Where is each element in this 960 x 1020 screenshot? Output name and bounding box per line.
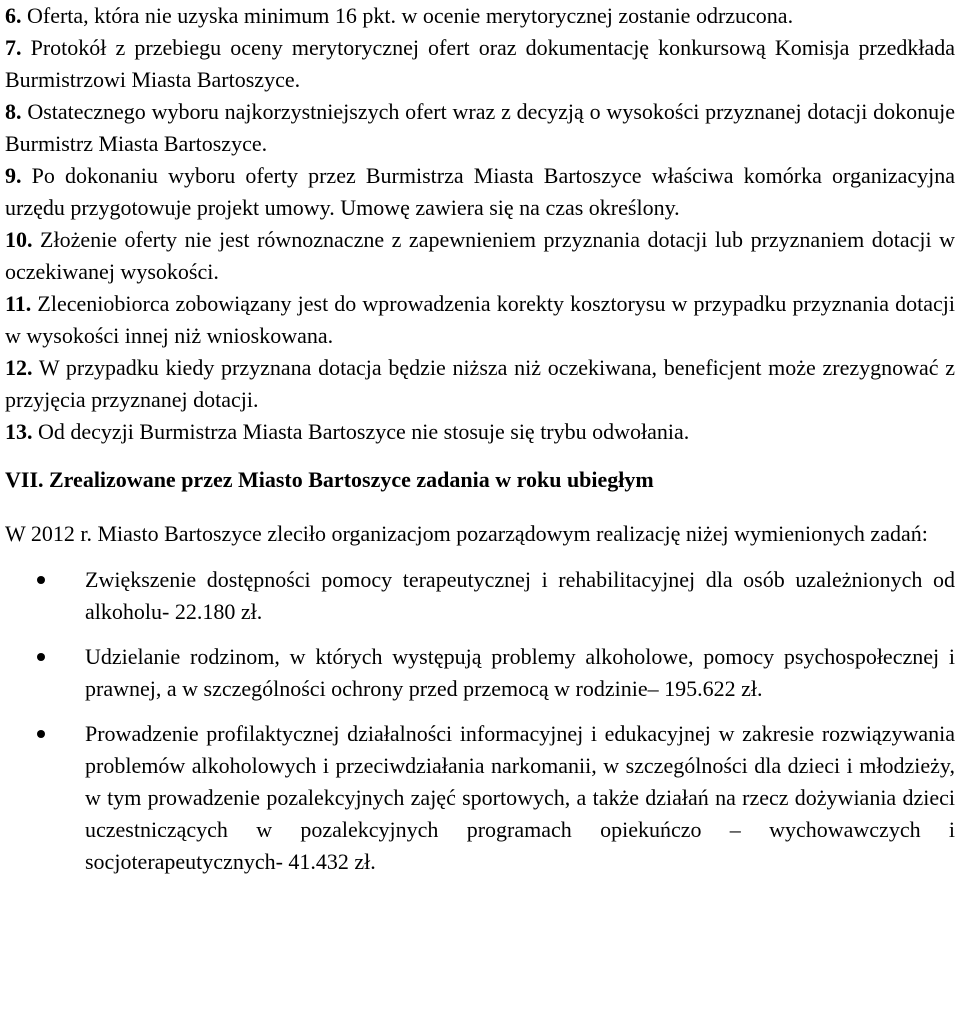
list-item — [5, 564, 955, 628]
item-10 — [5, 224, 955, 288]
item-text: W przypadku kiedy przyznana dotacja będzie niższa niż oczekiwana, beneficjent może zrezygnować z przyjęcia przyznanej dotacji. — [5, 355, 955, 412]
item-12 — [5, 352, 955, 416]
item-7 — [5, 32, 955, 96]
bullet-icon — [37, 730, 45, 738]
task-text: Udzielanie rodzinom, w których występują problemy alkoholowe, pomocy psychospołecznej i prawnej, a w szczególności ochrony przed przemocą w rodzinie– 195.622 zł. — [85, 644, 955, 701]
item-number: 13. — [5, 419, 33, 444]
item-9 — [5, 160, 955, 224]
task-text: Prowadzenie profilaktycznej działalności informacyjnej i edukacyjnej w zakresie rozwiązywania problemów alkoholowych i przeciwdziałania narkomanii, w szczególności dla dzieci i młodzieży, w tym prowadzenie pozalekcyjnych zajęć sportowych, a także działań na rzecz dożywiania dzieci uczestniczących w pozalekcyjnych programach opiekuńczo – wychowawczych i socjoterapeutycznych- 41.432 zł. — [85, 721, 955, 874]
bullet-icon — [37, 653, 45, 661]
item-8 — [5, 96, 955, 160]
item-text: Złożenie oferty nie jest równoznaczne z zapewnieniem przyznania dotacji lub przyznaniem dotacji w oczekiwanej wysokości. — [5, 227, 955, 284]
section-intro: W 2012 r. Miasto Bartoszyce zleciło organizacjom pozarządowym realizację niżej wymienionych zadań: — [5, 521, 928, 546]
item-6 — [5, 0, 955, 32]
item-text: Zleceniobiorca zobowiązany jest do wprowadzenia korekty kosztorysu w przypadku przyznania dotacji w wysokości innej niż wnioskowana. — [5, 291, 956, 348]
item-text: Po dokonaniu wyboru oferty przez Burmistrza Miasta Bartoszyce właściwa komórka organizacyjna urzędu przygotowuje projekt umowy. Umowę zawiera się na czas określony. — [5, 163, 956, 220]
item-number: 12. — [5, 355, 33, 380]
item-number: 8. — [5, 99, 22, 124]
item-text: Ostatecznego wyboru najkorzystniejszych ofert wraz z decyzją o wysokości przyznanej dotacji dokonuje Burmistrz Miasta Bartoszyce. — [5, 99, 955, 156]
item-number: 9. — [5, 163, 22, 188]
item-number: 11. — [5, 291, 32, 316]
item-text: Od decyzji Burmistrza Miasta Bartoszyce nie stosuje się trybu odwołania. — [38, 419, 690, 444]
list-item — [5, 718, 955, 878]
item-text: Oferta, która nie uzyska minimum 16 pkt. w ocenie merytorycznej zostanie odrzucona. — [27, 3, 794, 28]
item-text: Protokół z przebiegu oceny merytorycznej ofert oraz dokumentację konkursową Komisja przedkłada Burmistrzowi Miasta Bartoszyce. — [5, 35, 956, 92]
bullet-icon — [37, 576, 45, 584]
item-number: 7. — [5, 35, 22, 60]
list-item — [5, 641, 955, 705]
item-number: 10. — [5, 227, 33, 252]
document-page — [5, 0, 955, 891]
task-text: Zwiększenie dostępności pomocy terapeutycznej i rehabilitacyjnej dla osób uzależnionych od alkoholu- 22.180 zł. — [85, 567, 955, 624]
task-list — [5, 564, 955, 878]
item-13 — [5, 416, 955, 448]
item-11 — [5, 288, 955, 352]
item-number: 6. — [5, 3, 22, 28]
section-heading: VII. Zrealizowane przez Miasto Bartoszyce zadania w roku ubiegłym — [5, 467, 654, 492]
